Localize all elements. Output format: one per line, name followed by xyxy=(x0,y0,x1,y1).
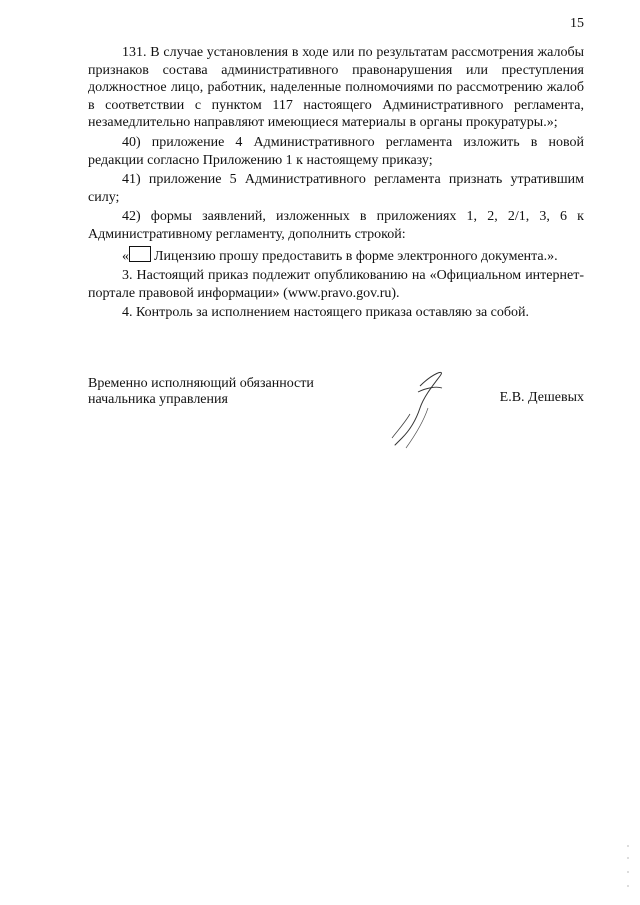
paragraph-4: 4. Контроль за исполнением настоящего приказа оставляю за собой. xyxy=(122,305,530,321)
checkbox-line xyxy=(88,246,584,266)
opening-quote: « xyxy=(122,248,129,264)
document-body xyxy=(88,44,584,324)
paragraph-40: 40) приложение 4 Административного регламента изложить в новой редакции согласно Приложению 1 к настоящему приказу; xyxy=(88,134,584,168)
scan-specks xyxy=(626,840,630,900)
paragraph-3: 3. Настоящий приказ подлежит опубликованию на «Официальном интернет-портале правовой информации» (www.pravo.gov.ru). xyxy=(88,268,584,301)
signer-position-line1: Временно исполняющий обязанности xyxy=(88,376,314,391)
handwritten-signature xyxy=(380,368,460,460)
paragraph-41: 41) приложение 5 Административного регламента признать утратившим силу; xyxy=(88,172,584,205)
checkbox-square xyxy=(129,246,151,262)
paragraph-42: 42) формы заявлений, изложенных в приложениях 1, 2, 2/1, 3, 6 к Административному регламенту, дополнить строкой: xyxy=(88,209,584,242)
signer-position xyxy=(88,376,348,408)
paragraph-131: 131. В случае установления в ходе или по результатам рассмотрения жалобы признаков состава административного правонарушения или преступления должностное лицо, работник, наделенные полномочиями по рассмотрению жалоб в соответствии с пунктом 117 настоящего Административного регламента, незамедлительно направляют имеющиеся материалы в органы прокуратуры.»; xyxy=(88,45,584,131)
signer-name: Е.В. Дешевых xyxy=(499,390,584,405)
page-number: 15 xyxy=(570,16,584,31)
signer-position-line2: начальника управления xyxy=(88,392,228,407)
checkbox-line-text: Лицензию прошу предоставить в форме электронного документа.». xyxy=(154,248,558,264)
